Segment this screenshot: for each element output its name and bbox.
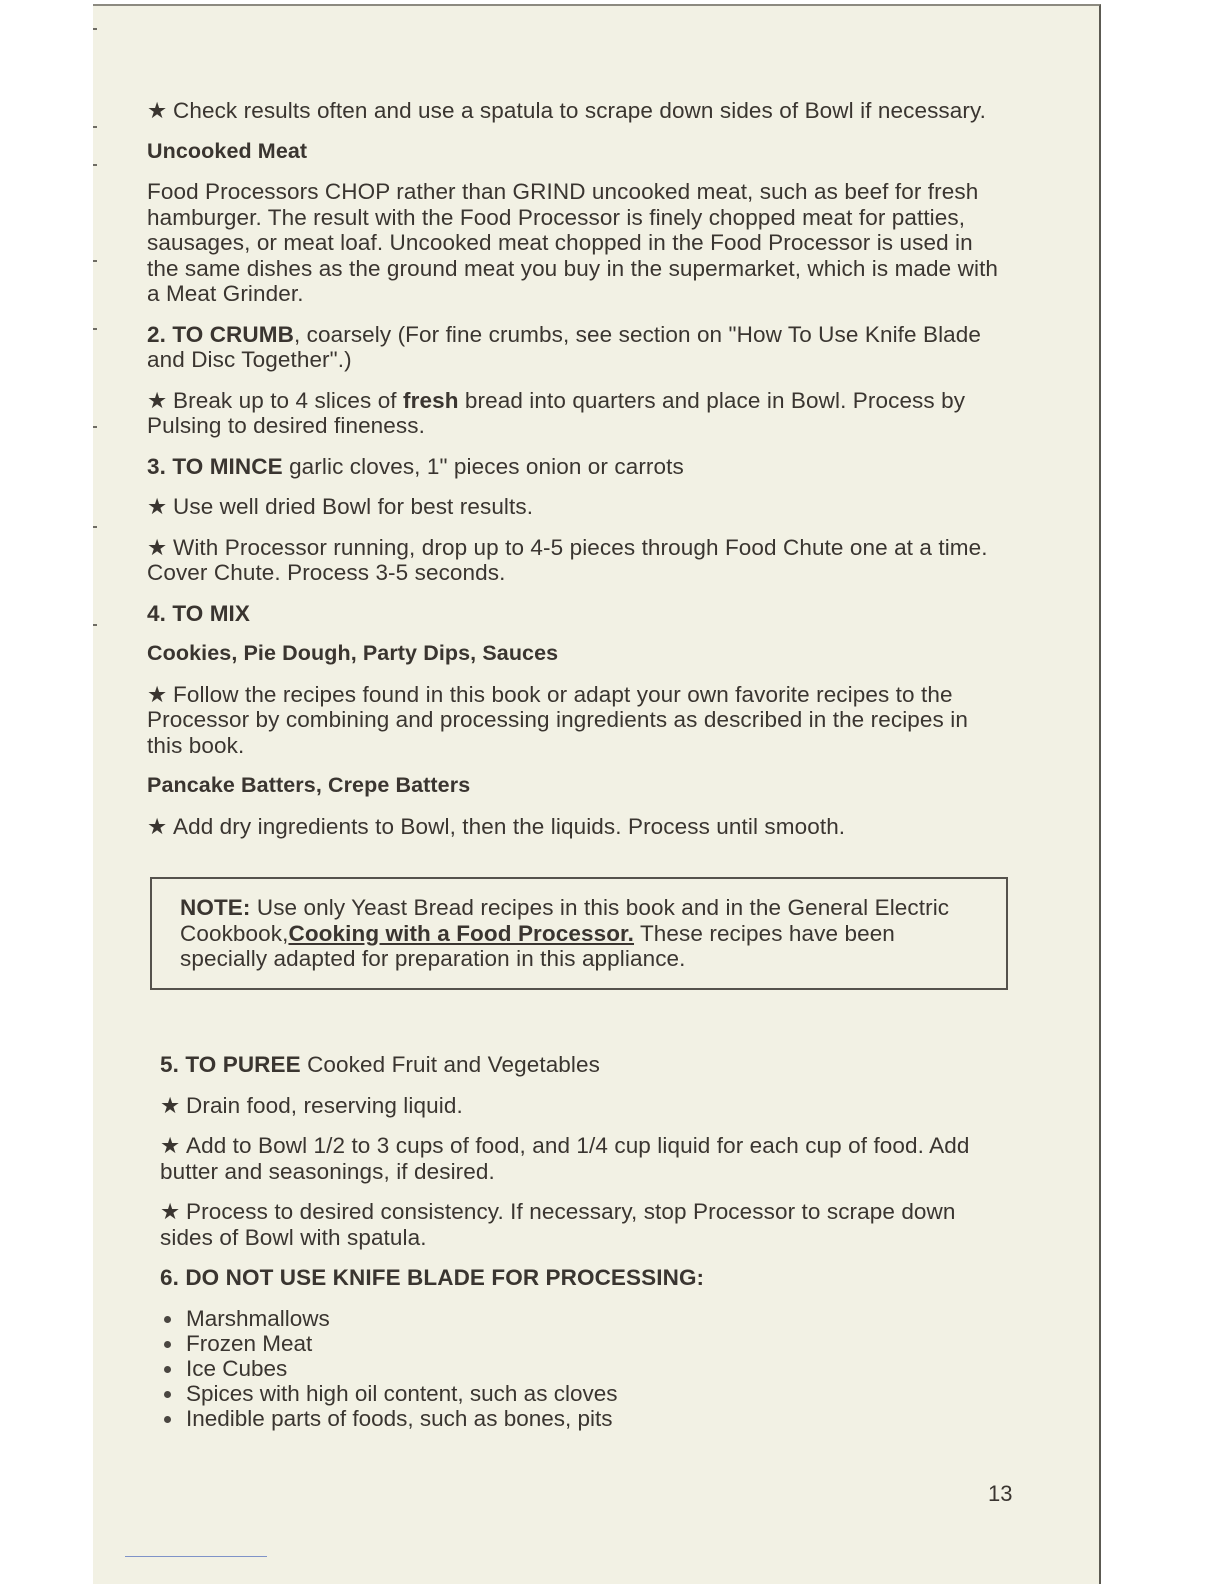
puree-step-2: ★ Add to Bowl 1/2 to 3 cups of food, and 1/4 cup liquid for each cup of food. Add butter and seasonings, if desired.	[160, 1133, 970, 1184]
mix-subheading-cookies: Cookies, Pie Dough, Party Dips, Sauces	[147, 641, 559, 665]
star-icon: ★	[147, 534, 168, 560]
star-icon: ★	[147, 681, 168, 707]
mix-step-1: ★ Follow the recipes found in this book or adapt your own favorite recipes to the Processor by combining and processing ingredients as described in the recipes in this book.	[147, 681, 968, 758]
list-item: Ice Cubes	[160, 1356, 1007, 1381]
star-icon: ★	[147, 387, 168, 413]
page-number: 13	[988, 1481, 1013, 1506]
edge-mark	[93, 624, 97, 626]
list-item: Frozen Meat	[160, 1331, 1007, 1356]
edge-mark	[93, 28, 97, 30]
footer-line	[125, 1556, 267, 1557]
list-item: Marshmallows	[160, 1306, 1007, 1331]
list-item: Spices with high oil content, such as cloves	[160, 1381, 1007, 1406]
uncooked-meat-text: Food Processors CHOP rather than GRIND uncooked meat, such as beef for fresh hamburger. The result with the Food Processor is finely chopped meat for patties, sausages, or meat loaf. Uncooked meat chopped in the Food Processor is used in the same dishes as the ground meat you buy in the supermarket, which is made with a Meat Grinder.	[147, 179, 999, 306]
bullet-icon	[164, 1366, 171, 1373]
lower-section	[160, 1052, 1007, 1431]
note-box	[150, 877, 1008, 990]
do-not-use-title: 6. DO NOT USE KNIFE BLADE FOR PROCESSING:	[160, 1265, 705, 1290]
edge-mark	[93, 328, 97, 330]
edge-mark	[93, 126, 97, 128]
star-icon: ★	[147, 494, 168, 519]
note-text: NOTE: Use only Yeast Bread recipes in this book and in the General Electric Cookbook,Cooking with a Food Processor. These recipes have been specially adapted for preparation in this appliance.	[180, 895, 950, 971]
page-content	[147, 98, 1007, 1431]
uncooked-meat-heading: Uncooked Meat	[147, 138, 308, 163]
crumb-section-title: 2. TO CRUMB, coarsely (For fine crumbs, see section on "How To Use Knife Blade and Disc Together".)	[147, 321, 982, 372]
bullet-icon	[164, 1391, 171, 1398]
star-icon: ★	[147, 813, 168, 839]
mince-step-1: ★ Use well dried Bowl for best results.	[147, 494, 534, 519]
edge-mark	[93, 260, 97, 262]
mix-subheading-batters: Pancake Batters, Crepe Batters	[147, 773, 471, 797]
bullet-icon	[164, 1316, 171, 1323]
bullet-icon	[164, 1341, 171, 1348]
puree-step-3: ★ Process to desired consistency. If necessary, stop Processor to scrape down sides of Bowl with spatula.	[160, 1199, 956, 1250]
star-icon: ★	[160, 1133, 181, 1158]
star-icon: ★	[160, 1199, 181, 1224]
cookbook-title: Cooking with a Food Processor.	[288, 920, 635, 946]
bullet-icon	[164, 1416, 171, 1423]
mince-section-title: 3. TO MINCE garlic cloves, 1" pieces onion or carrots	[147, 453, 684, 479]
edge-mark	[93, 164, 97, 166]
check-results-step: ★ Check results often and use a spatula to scrape down sides of Bowl if necessary.	[147, 98, 987, 123]
mix-step-2: ★ Add dry ingredients to Bowl, then the liquids. Process until smooth.	[147, 813, 846, 839]
list-item: Inedible parts of foods, such as bones, pits	[160, 1406, 1007, 1431]
puree-step-1: ★ Drain food, reserving liquid.	[160, 1092, 463, 1118]
edge-mark	[93, 426, 97, 428]
star-icon: ★	[147, 98, 168, 123]
manual-page	[93, 4, 1101, 1584]
edge-mark	[93, 526, 97, 528]
star-icon: ★	[160, 1092, 181, 1118]
mince-step-2: ★ With Processor running, drop up to 4-5 pieces through Food Chute one at a time. Cover Chute. Process 3-5 seconds.	[147, 534, 988, 585]
mix-section-title: 4. TO MIX	[147, 600, 251, 626]
puree-section-title: 5. TO PUREE Cooked Fruit and Vegetables	[160, 1052, 600, 1077]
do-not-use-list	[160, 1306, 1007, 1431]
crumb-step: ★ Break up to 4 slices of fresh bread into quarters and place in Bowl. Process by Pulsing to desired fineness.	[147, 387, 966, 438]
